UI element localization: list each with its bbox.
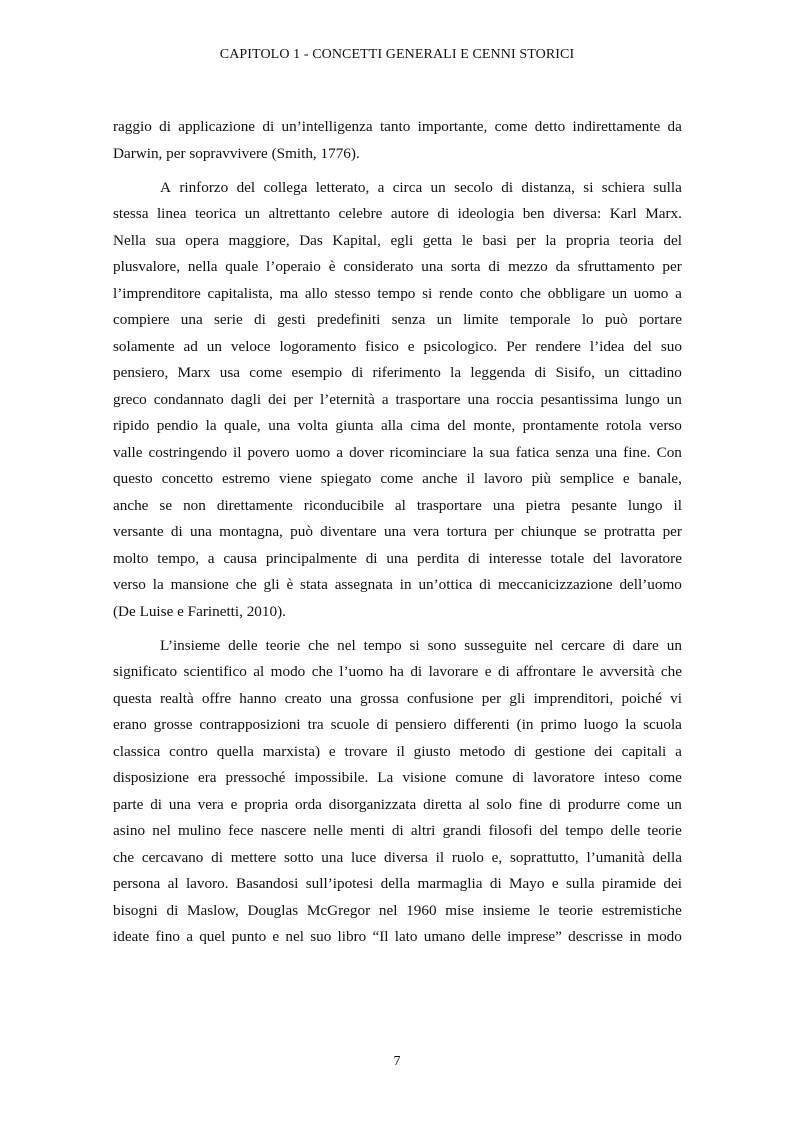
text-line: questo concetto estremo viene spiegato come anche il lavoro più semplice e banale, bbox=[113, 470, 682, 487]
paragraph-2 bbox=[113, 175, 682, 626]
text-line: L’insieme delle teorie che nel tempo si sono susseguite nel cercare di dare un bbox=[160, 636, 682, 654]
text-line: l’imprenditore capitalista, ma allo stesso tempo si rende conto che obbligare un uomo a bbox=[113, 284, 682, 302]
text-line: asino nel mulino fece nascere nelle menti di altri grandi filosofi del tempo delle teorie bbox=[113, 822, 682, 839]
text-line: molto tempo, a causa principalmente di una perdita di interesse totale del lavoratore bbox=[113, 549, 682, 567]
text-line: Nella sua opera maggiore, Das Kapital, egli getta le basi per la propria teoria del bbox=[113, 231, 682, 249]
text-line: disposizione era pressoché impossibile. La visione comune di lavoratore inteso come bbox=[113, 769, 682, 786]
text-line: ideate fino a quel punto e nel suo libro “Il lato umano delle imprese” descrisse in modo bbox=[113, 928, 682, 945]
text-line: plusvalore, nella quale l’operaio è considerato una sorta di mezzo da sfruttamento per bbox=[113, 258, 682, 275]
text-line: A rinforzo del collega letterato, a circa un secolo di distanza, si schiera sulla bbox=[160, 178, 682, 196]
text-line: solamente ad un veloce logoramento fisico e psicologico. Per rendere l’idea del suo bbox=[113, 337, 682, 355]
paragraph-1 bbox=[113, 114, 682, 167]
text-line: versante di una montagna, può diventare una vera tortura per chiunque se protratta per bbox=[113, 523, 682, 540]
text-line: persona al lavoro. Basandosi sull’ipotesi della marmaglia di Mayo e sulla piramide dei bbox=[113, 875, 682, 892]
page-number: 7 bbox=[393, 1054, 401, 1069]
running-header: CAPITOLO 1 - CONCETTI GENERALI E CENNI STORICI bbox=[219, 47, 575, 62]
text-line: greco condannato dagli dei per l’eternità a trasportare una roccia pesantissima lungo un bbox=[113, 390, 682, 408]
text-line: classica contro quella marxista) e trovare il giusto metodo di gestione dei capitali a bbox=[113, 742, 682, 760]
text-line: raggio di applicazione di un’intelligenza tanto importante, come detto indirettamente da bbox=[113, 118, 682, 135]
text-line: bisogni di Maslow, Douglas McGregor nel 1960 mise insieme le teorie estremistiche bbox=[113, 901, 682, 919]
text-line: ripido pendio la quale, una volta giunta alla cima del monte, prontamente rotola verso bbox=[113, 417, 682, 434]
text-line: pensiero, Marx usa come esempio di riferimento la leggenda di Sisifo, un cittadino bbox=[113, 364, 682, 381]
text-line: compiere una serie di gesti predefiniti senza un limite temporale lo può portare bbox=[113, 311, 682, 328]
text-line: stessa linea teorica un altrettanto celebre autore di ideologia ben diversa: Karl Marx. bbox=[113, 205, 682, 222]
text-line: erano grosse contrapposizioni tra scuole di pensiero differenti (in primo luogo la scuola bbox=[113, 716, 682, 733]
text-line: parte di una vera e propria orda disorganizzata diretta al solo fine di produrre come un bbox=[113, 795, 682, 813]
text-line: questa realtà offre hanno creato una grossa confusione per gli imprenditori, poiché vi bbox=[113, 689, 682, 707]
body-text bbox=[113, 114, 682, 958]
text-line: anche se non direttamente riconducibile al trasportare una pietra pesante lungo il bbox=[113, 496, 682, 514]
text-line: Darwin, per sopravvivere (Smith, 1776). bbox=[113, 144, 360, 162]
paragraph-3 bbox=[113, 633, 682, 951]
text-line: (De Luise e Farinetti, 2010). bbox=[113, 602, 286, 620]
text-line: valle costringendo il povero uomo a dover ricominciare la sua fatica senza una fine. Con bbox=[113, 443, 682, 461]
text-line: che cercavano di mettere sotto una luce diversa il ruolo e, soprattutto, l’umanità della bbox=[113, 848, 682, 866]
text-line: verso la mansione che gli è stata assegnata in un’ottica di meccanicizzazione dell’uomo bbox=[113, 576, 682, 593]
text-line: significato scientifico al modo che l’uomo ha di lavorare e di affrontare le avversità che bbox=[113, 663, 682, 680]
